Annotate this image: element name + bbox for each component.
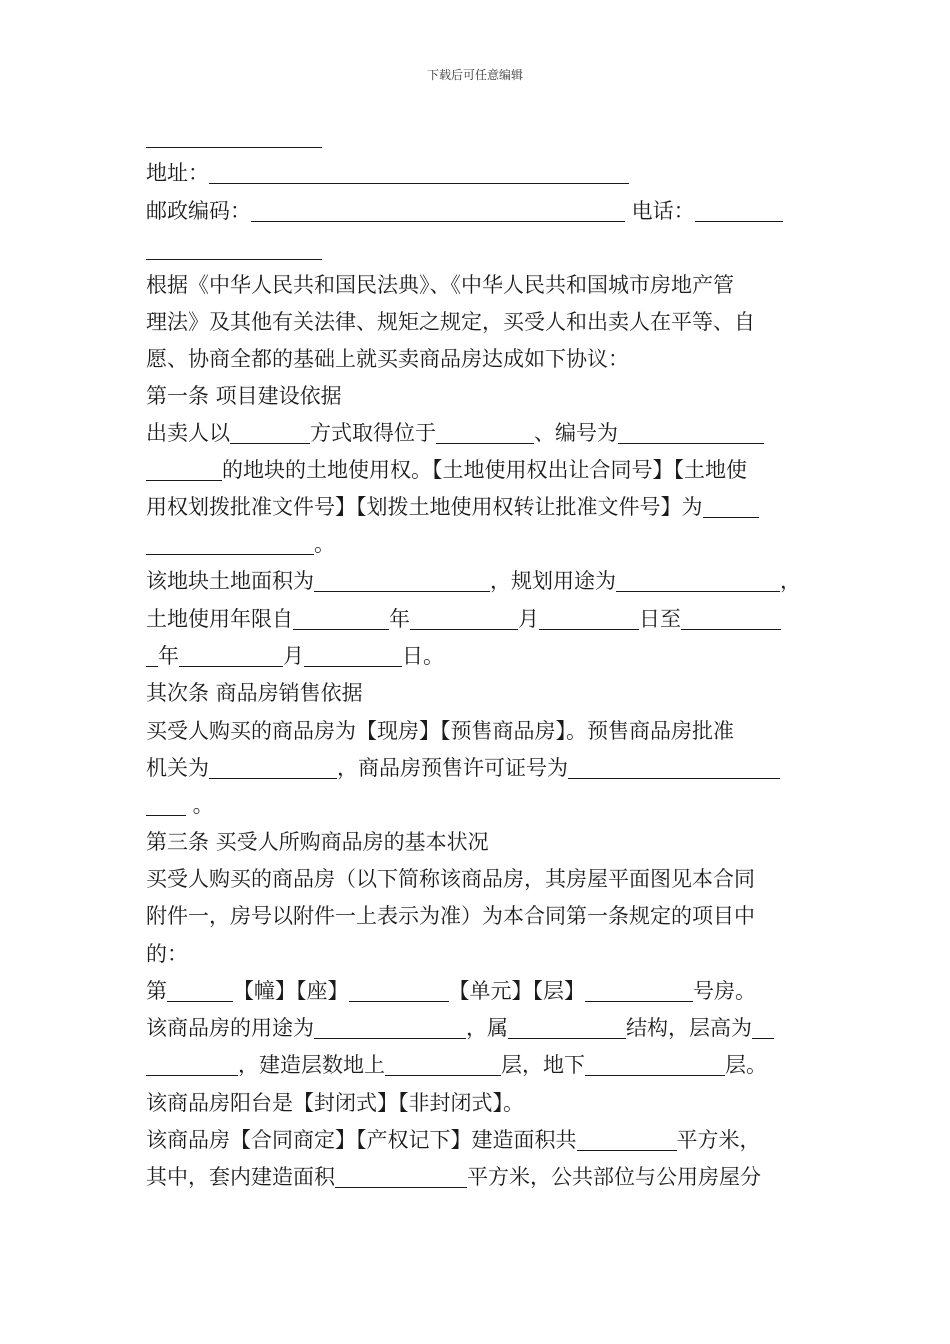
- height-blank-cont[interactable]: [146, 1053, 238, 1076]
- method-blank[interactable]: [230, 421, 310, 444]
- doc-number-blank[interactable]: [703, 495, 759, 518]
- clause-line: 该商品房【合同商定】【产权记下】建造面积共 平方米，: [146, 1128, 761, 1152]
- para-line: 愿、协商全都的基础上就买卖商品房达成如下协议：: [146, 347, 629, 371]
- purpose-blank[interactable]: [314, 1016, 466, 1039]
- clause-line: 附件一，房号以附件一上表示为准）为本合同第一条规定的项目中: [146, 904, 755, 928]
- para-line: 根据《中华人民共和国民法典》、《中华人民共和国城市房地产管: [146, 273, 734, 297]
- clause-line: 用权划拨批准文件号】【划拨土地使用权转让批准文件号】为: [146, 492, 759, 522]
- clause-line: 机关为 ，商品房预售许可证号为: [146, 753, 780, 783]
- floor-area-blank[interactable]: [577, 1128, 677, 1151]
- clause-line: 其中，套内建造面积 平方米，公共部位与公用房屋分: [146, 1165, 761, 1189]
- clause-line: 的地块的土地使用权。【土地使用权出让合同号】【土地使: [146, 455, 747, 485]
- land-area-blank[interactable]: [314, 569, 490, 592]
- from-month-blank[interactable]: [410, 607, 518, 630]
- clause-line: 出卖人以 方式取得位于 、编号为: [146, 418, 764, 448]
- article-title: 其次条 商品房销售依据: [146, 681, 363, 705]
- usage-blank[interactable]: [616, 569, 780, 592]
- clause-line: 该商品房的用途为 ，属 结构，层高为: [146, 1013, 774, 1043]
- inner-area-blank[interactable]: [335, 1165, 467, 1188]
- page-header: 下载后可任意编辑: [426, 68, 523, 82]
- from-year-blank[interactable]: [293, 607, 389, 630]
- clause-line: 。: [146, 529, 335, 559]
- to-day-blank[interactable]: [304, 644, 402, 667]
- unit-blank[interactable]: [349, 979, 449, 1002]
- floors-below-blank[interactable]: [585, 1053, 725, 1076]
- clause-line: 买受人购买的商品房（以下简称该商品房，其房屋平面图见本合同: [146, 867, 755, 891]
- number-blank[interactable]: [618, 421, 764, 444]
- structure-blank[interactable]: [508, 1016, 626, 1039]
- clause-line: 土地使用年限自 年 月 日至: [146, 604, 781, 634]
- address-label: 地址：: [146, 161, 209, 185]
- to-year-blank[interactable]: [681, 607, 781, 630]
- article-title: 第三条 买受人所购商品房的基本状况: [146, 830, 489, 854]
- authority-blank[interactable]: [209, 756, 337, 779]
- doc-number-blank-cont[interactable]: [146, 532, 314, 555]
- clause-line: ，建造层数地上 层，地下 层。: [146, 1050, 767, 1080]
- floors-above-blank[interactable]: [385, 1053, 501, 1076]
- permit-blank-cont[interactable]: [146, 793, 186, 816]
- para-line: 理法》及其他有关法律、规矩之规定，买受人和出卖人在平等、自: [146, 310, 755, 334]
- postal-blank[interactable]: [251, 199, 625, 222]
- phone-label: 电话：: [625, 199, 695, 223]
- clause-line: 买受人购买的商品房为【现房】【预售商品房】。预售商品房批准: [146, 719, 734, 743]
- location-blank[interactable]: [436, 421, 534, 444]
- clause-line: 年 月 日。: [146, 641, 444, 671]
- clause-line: 该地块土地面积为 ，规划用途为 ，: [146, 569, 801, 593]
- room-blank[interactable]: [585, 979, 693, 1002]
- postal-phone-line: [146, 196, 783, 226]
- clause-line: 。: [146, 790, 214, 820]
- building-blank[interactable]: [167, 979, 233, 1002]
- phone-blank[interactable]: [695, 199, 783, 222]
- address-blank[interactable]: [209, 161, 629, 184]
- permit-blank[interactable]: [568, 756, 780, 779]
- postal-label: 邮政编码：: [146, 199, 251, 223]
- article-title: 第一条 项目建设依据: [146, 384, 342, 408]
- clause-line: 的：: [146, 942, 188, 966]
- clause-line: 第 【幢】【座】 【单元】【层】 号房。: [146, 979, 756, 1003]
- to-month-blank[interactable]: [179, 644, 283, 667]
- clause-line: 该商品房阳台是【封闭式】【非封闭式】。: [146, 1091, 524, 1115]
- from-day-blank[interactable]: [539, 607, 639, 630]
- number-blank-cont[interactable]: [146, 458, 222, 481]
- blank-line: [146, 122, 322, 152]
- address-line: [146, 158, 629, 188]
- blank-line: [146, 234, 322, 264]
- height-blank[interactable]: [752, 1016, 774, 1039]
